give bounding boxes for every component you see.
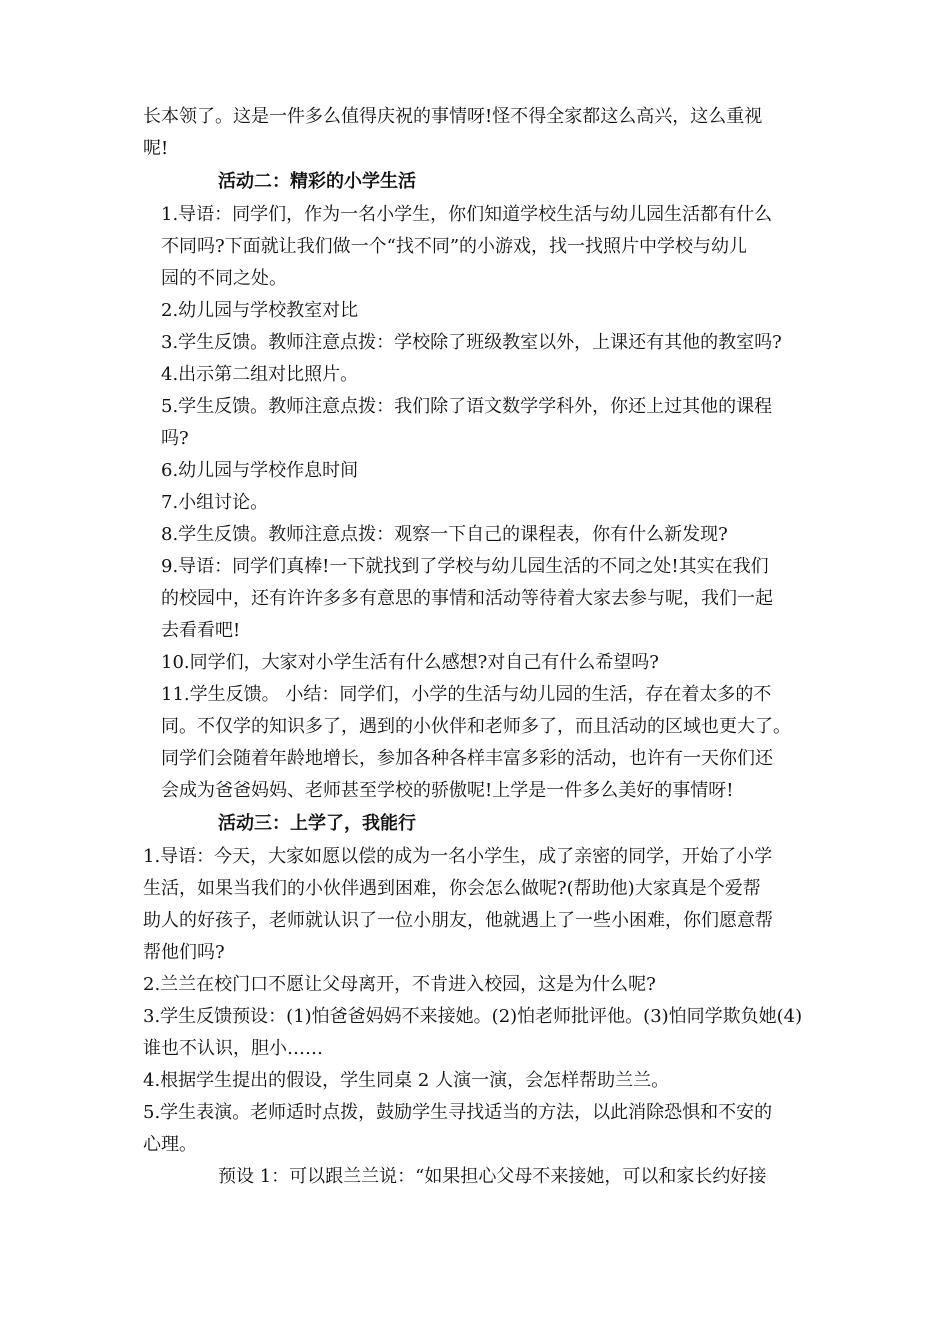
paragraph-line: 4.出示第二组对比照片。 — [161, 364, 359, 385]
paragraph-line: 9.导语：同学们真棒!一下就找到了学校与幼儿园生活的不同之处!其实在我们 — [161, 556, 769, 577]
paragraph-line: 吗? — [161, 428, 189, 449]
paragraph-line: 同。不仅学的知识多了，遇到的小伙伴和老师多了，而且活动的区域也更大了。 — [161, 716, 791, 737]
paragraph-line: 2.兰兰在校门口不愿让父母离开，不肯进入校园，这是为什么呢? — [143, 974, 656, 995]
section-heading-activity-2: 活动二：精彩的小学生活 — [218, 171, 416, 192]
paragraph-line: 帮他们吗? — [143, 942, 225, 963]
paragraph-line: 心理。 — [143, 1134, 197, 1155]
paragraph-line: 助人的好孩子，老师就认识了一位小朋友，他就遇上了一些小困难，你们愿意帮 — [143, 910, 773, 931]
paragraph-line: 10.同学们，大家对小学生活有什么感想?对自己有什么希望吗? — [161, 652, 659, 673]
section-heading-activity-3: 活动三：上学了，我能行 — [218, 813, 416, 834]
paragraph-line: 去看看吧! — [161, 620, 241, 641]
paragraph-line: 呢! — [143, 138, 169, 159]
paragraph-line: 不同吗?下面就让我们做一个“找不同”的小游戏，找一找照片中学校与幼儿 — [161, 236, 748, 257]
paragraph-line: 7.小组讨论。 — [161, 492, 269, 513]
paragraph-line: 1.导语：同学们，作为一名小学生，你们知道学校生活与幼儿园生活都有什么 — [161, 204, 773, 225]
paragraph-line: 1.导语：今天，大家如愿以偿的成为一名小学生，成了亲密的同学，开始了小学 — [143, 846, 773, 867]
paragraph-line: 2.幼儿园与学校教室对比 — [161, 300, 359, 321]
paragraph-line: 8.学生反馈。教师注意点拨：观察一下自己的课程表，你有什么新发现? — [161, 524, 728, 545]
paragraph-line: 园的不同之处。 — [161, 268, 287, 289]
paragraph-line: 同学们会随着年龄地增长，参加各种各样丰富多彩的活动，也许有一天你们还 — [161, 748, 773, 769]
paragraph-line: 5.学生反馈。教师注意点拨：我们除了语文数学学科外，你还上过其他的课程 — [161, 396, 773, 417]
paragraph-line: 预设 1：可以跟兰兰说：“如果担心父母不来接她，可以和家长约好接 — [218, 1166, 767, 1187]
paragraph-line: 5.学生表演。老师适时点拨，鼓励学生寻找适当的方法，以此消除恐惧和不安的 — [143, 1102, 773, 1123]
paragraph-line: 6.幼儿园与学校作息时间 — [161, 460, 359, 481]
paragraph-line: 4.根据学生提出的假设，学生同桌 2 人演一演，会怎样帮助兰兰。 — [143, 1070, 670, 1091]
paragraph-line: 谁也不认识，胆小…… — [143, 1038, 323, 1059]
paragraph-line: 长本领了。这是一件多么值得庆祝的事情呀!怪不得全家都这么高兴，这么重视 — [143, 106, 763, 127]
paragraph-line: 11.学生反馈。 小结：同学们，小学的生活与幼儿园的生活，存在着太多的不 — [161, 684, 772, 705]
paragraph-line: 3.学生反馈预设：(1)怕爸爸妈妈不来接她。(2)怕老师批评他。(3)怕同学欺负她(4) — [143, 1006, 803, 1027]
paragraph-line: 3.学生反馈。教师注意点拨：学校除了班级教室以外，上课还有其他的教室吗? — [161, 332, 782, 353]
paragraph-line: 会成为爸爸妈妈、老师甚至学校的骄傲呢!上学是一件多么美好的事情呀! — [161, 780, 734, 801]
paragraph-line: 的校园中，还有许许多多有意思的事情和活动等待着大家去参与呢，我们一起 — [161, 588, 773, 609]
paragraph-line: 生活，如果当我们的小伙伴遇到困难，你会怎么做呢?(帮助他)大家真是个爱帮 — [143, 878, 761, 899]
